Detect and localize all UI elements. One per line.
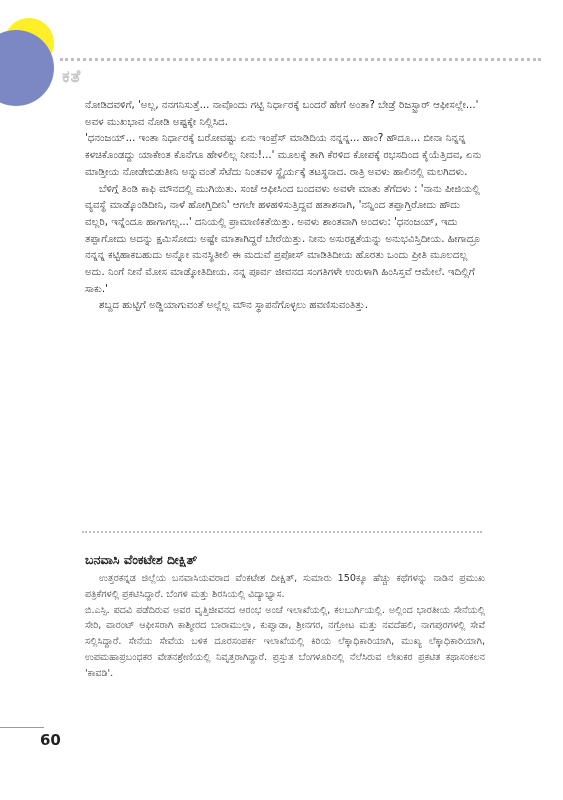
bio-paragraph: ಉತ್ತರಕನ್ನಡ ಜಿಲ್ಲೆಯ ಬನವಾಸಿಯವರಾದ ವೆಂಕಟೇಶ ದೀಕ್ಷಿತ್, ಸುಮಾರು 150ಕ್ಕೂ ಹೆಚ್ಚು ಕಥೆಗಳನ್ನು ನಾಡಿನ ಪ್ರಮುಖ ಪತ್ರಿಕೆಗಳಲ್ಲಿ ಪ್ರಕಟಿಸಿದ್ದಾರೆ. ಬೆಂಗಳಿ ಮತ್ತು ಶಿರಸಿಯಲ್ಲಿ ವಿದ್ಯಾಭ್ಯಾಸ. <box>85 573 485 600</box>
story-body <box>85 98 485 315</box>
bio-paragraph: ಬಿ.ಎಸ್ಸಿ. ಪದವಿ ಪಡೆದಿರುವ ಅವರ ವೃತ್ತಿಜೀವನದ ಆರಂಭ ಅಂಚೆ ಇಲಾಖೆಯಲ್ಲಿ, ಕಲಬುರ್ಗಿಯಲ್ಲಿ. ಅಲ್ಲಿಂದ ಭಾರತೀಯ ಸೇನೆಯಲ್ಲಿ ಸೇರಿ, ವಾರಂಟ್ ಆಫೀಸರಾಗಿ ಕಾಶ್ಮೀರದ ಬಾರಾಮುಲ್ಲಾ, ಕುಪ್ವಾಡಾ, ಶ್ರೀನಗರ, ನಗ್ರೋಟ ಮತ್ತು ನವದೆಹಲಿ, ನಾಗಪುರಗಳಲ್ಲಿ ಸೇವೆ ಸಲ್ಲಿಸಿದ್ದಾರೆ. ಸೇನೆಯ ಸೇವೆಯ ಬಳಿಕ ದೂರಸಂಪರ್ಕ ಇಲಾಖೆಯಲ್ಲಿ ಕಿರಿಯ ಲೆಕ್ಕಾಧಿಕಾರಿಯಾಗಿ, ಮುಖ್ಯ ಲೆಕ್ಕಾಧಿಕಾರಿಯಾಗಿ, ಉಪಮಹಾಪ್ರಬಂಧಕರ ವೇತನಶ್ರೇಣಿಯಲ್ಲಿ ನಿವೃತ್ತರಾಗಿದ್ದಾರೆ. ಪ್ರಸ್ತುತ ಬೆಂಗಳೂರಿನಲ್ಲಿ ನೆಲೆಸಿರುವ ಲೇಖಕರ ಪ್ರಕಟಿತ ಕಥಾಸಂಕಲನ 'ಕಾವಡಿ'. <box>85 604 485 679</box>
story-paragraph: ನೋಡಿದವಳಿಗೆ, 'ಅಲ್ಲ, ನನಗನಿಸುತ್ತೆ... ನಾವೊಂದು ಗಟ್ಟಿ ನಿರ್ಧಾರಕ್ಕೆ ಬಂದರೆ ಹೇಗೆ ಅಂತಾ? ಬೇಡ್ರೆ ರಿಜಸ್ಟ್ರಾರ್ ಆಫೀಸಲ್ಲೇ...' ಅವಳ ಮುಖಭಾವ ನೋಡಿ ಅಷ್ಟಕ್ಕೇ ನಿಲ್ಲಿಸಿದ. <box>85 100 479 128</box>
story-paragraph: 'ಧನಂಜಯ್... ಇಂತಾ ನಿರ್ಧಾರಕ್ಕೆ ಬರೋವಷ್ಟು ಏನು ಇಂಪ್ರೆಸ್ ಮಾಡಿದಿಯ ನನ್ನನ್ನ... ಹಾಂ? ಹೌದೂ... ಬೀನಾ ನಿನ್ನನ್ನ ಕಳಚಿಕೊಂಡದ್ದು ಯಾಕೇಂತ ಕೊನೆಗೂ ಹೇಳಲಿಲ್ಲ ನೀನು!...' ಮೂಲಕ್ಕೆ ತಾಗಿ ಕೆರಳಿದ ಕೋಪಕ್ಕೆ ರಭಸದಿಂದ ಕೈಯೆತ್ತಿದವ, ಏನು ಮಾಡ್ತೀಯ ನೋಡೇಬಿಡುತೀನಿ ಅನ್ನುವಂತೆ ಸೆಟೆದು ನಿಂತವಳ ಸ್ಥೈರ್ಯಕ್ಕೆ ತಟಸ್ಥನಾದ. ರಾತ್ರಿ ಅವಳು ಹಾಲಿನಲ್ಲಿ ಮಲಗಿದಳು. <box>85 133 482 178</box>
author-bio <box>85 551 485 682</box>
section-label: ಕತೆ <box>62 67 82 87</box>
section-dotted-divider <box>82 531 482 533</box>
top-dotted-divider <box>60 58 541 61</box>
author-name-heading: ಬನವಾಸಿ ವೆಂಕಟೇಶ ದೀಕ್ಷಿತ್ <box>85 552 198 567</box>
page-number: 60 <box>40 731 61 749</box>
story-paragraph: ಬೆಳಿಗ್ಗೆ ತಿಂಡಿ ಕಾಫಿ ಮೌನದಲ್ಲಿ ಮುಗಿಯಿತು. ಸಂಜೆ ಆಫೀಸಿಂದ ಬಂದವಳು ಅವಳೇ ಮಾತು ತೆಗೆದಳು : 'ನಾನು ಪೀಜಿಯಲ್ಲಿ ವ್ಯವಸ್ಥೆ ಮಾಡ್ಕೊಂಡಿದೀನಿ, ನಾಳೆ ಹೋಗ್ತಿದೀನಿ' ಆಗಲೇ ಹಳಹಳಿಸುತ್ತಿದ್ದವ ಹತಾಶನಾಗಿ, 'ನನ್ನಿಂದ ತಪ್ಪಾಗ್ತಿರೋದು ಹೌದು ವಲ್ಲರಿ, ಇನ್ನೆಂದೂ ಹಾಗಾಗಲ್ಲ...' ದನಿಯಲ್ಲಿ ಪ್ರಾಮಾಣಿಕತೆಯಿತ್ತು. ಅವಳು ಶಾಂತವಾಗಿ ಅಂದಳು: 'ಧನಂಜಯ್, ಇದು ತಪ್ಪಾಗೋದು ಅದನ್ನು ಕ್ಷಮಿಸೋದು ಅಷ್ಟೇ ಮಾತಾಗಿದ್ದರೆ ಬೇರೆಯಿತ್ತು. ನೀನು ಅಸುರಕ್ಷತೆಯನ್ನು ಅನುಭವಿಸ್ತಿದೀಯ. ಹೀಗಾದ್ರೂ ನನ್ನನ್ನ ಕಟ್ಟಿಹಾಕಬಹುದು ಅನ್ನೋ ಮನಸ್ಥಿತೀಲಿ ಈ ಮದುವೆ ಪ್ರಪೋಸ್ ಮಾಡಿತಿದೀಯ ಹೊರತು ಒಂದು ಪ್ರೀತಿ ಮೂಲದಲ್ಲ ಅದು. ನಿಂಗೆ ನೀನೆ ಮೋಸ ಮಾಡ್ಕೋತಿದೀಯ. ನನ್ನ ಪೂರ್ವ ಜೀವನದ ಸಂಗತಿಗಳೇ ಉರುಳಾಗಿ ಹಿಂಸಿಸ್ತವೆ ಆಮೇಲೆ. ಇದಿಲ್ಲಿಗೆ ಸಾಕು.' <box>85 183 481 295</box>
story-paragraph: ಶಬ್ದದ ಹುಟ್ಟಿಗೆ ಅಡ್ಡಿಯಾಗುವಂತೆ ಅಲ್ಲೆಲ್ಲ ಮೌನ ಸ್ಥಾಪನೆಗೊಳ್ಳಲು ಹವಣಿಸುವಂತಿತ್ತು. <box>99 300 369 312</box>
page-number-rule <box>0 727 44 728</box>
